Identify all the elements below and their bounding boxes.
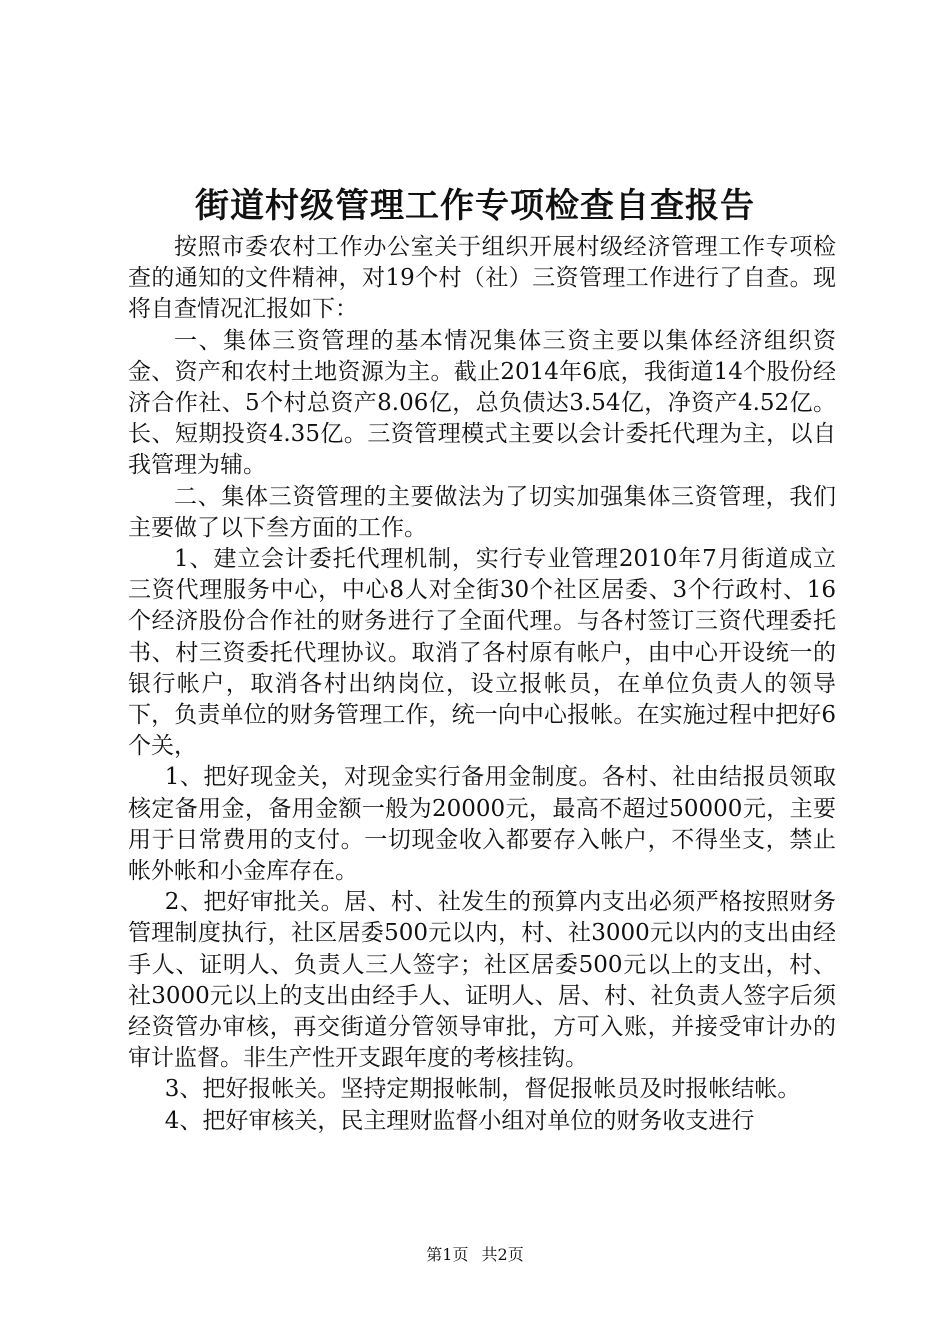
- document-title: 街道村级管理工作专项检查自查报告: [195, 186, 755, 226]
- page-footer: [0, 1244, 950, 1266]
- paragraph-item-approval: 2、把好审批关。居、村、社发生的预算内支出必须严格按照财务管理制度执行，社区居委500元以内，村、社3000元以内的支出由经手人、证明人、负责人三人签字；社区居委500元以上的支出，村、社3000元以上的支出由经手人、证明人、居、村、社负责人签字后须经资管办审核，再交街道分管领导审批，方可入账，并接受审计办的审计监督。非生产性开支跟年度的考核挂钩。: [128, 889, 836, 1072]
- paragraph-item-1-mechanism: 1、建立会计委托代理机制，实行专业管理2010年7月街道成立三资代理服务中心，中心8人对全街30个社区居委、3个行政村、16个经济股份合作社的财务进行了全面代理。与各村签订三资代理委托书、村三资委托代理协议。取消了各村原有帐户，由中心开设统一的银行帐户，取消各村出纳岗位，设立报帐员，在单位负责人的领导下，负责单位的财务管理工作，统一向中心报帐。在实施过程中把好6个关，: [128, 546, 836, 760]
- document-body: [128, 232, 836, 1137]
- paragraph-intro: 按照市委农村工作办公室关于组织开展村级经济管理工作专项检查的通知的文件精神，对19个村（社）三资管理工作进行了自查。现将自查情况汇报如下：: [128, 234, 836, 323]
- paragraph-item-audit: 4、把好审核关，民主理财监督小组对单位的财务收支进行: [164, 1107, 755, 1134]
- paragraph-item-cash: 1、把好现金关，对现金实行备用金制度。各村、社由结报员领取核定备用金，备用金额一般为20000元，最高不超过50000元，主要用于日常费用的支付。一切现金收入都要存入帐户，不得坐支，禁止帐外帐和小金库存在。: [128, 764, 836, 885]
- paragraph-section-1: 一、集体三资管理的基本情况集体三资主要以集体经济组织资金、资产和农村土地资源为主。截止2014年6底，我街道14个股份经济合作社、5个村总资产8.06亿，总负债达3.54亿，净资产4.52亿。长、短期投资4.35亿。三资管理模式主要以会计委托代理为主，以自我管理为辅。: [128, 327, 836, 479]
- paragraph-section-2: 二、集体三资管理的主要做法为了切实加强集体三资管理，我们主要做了以下叁方面的工作。: [128, 483, 836, 541]
- paragraph-item-reimbursement: 3、把好报帐关。坚持定期报帐制，督促报帐员及时报帐结帐。: [164, 1076, 801, 1103]
- page-total: 共2页: [481, 1245, 524, 1264]
- page-number: 第1页: [426, 1245, 469, 1264]
